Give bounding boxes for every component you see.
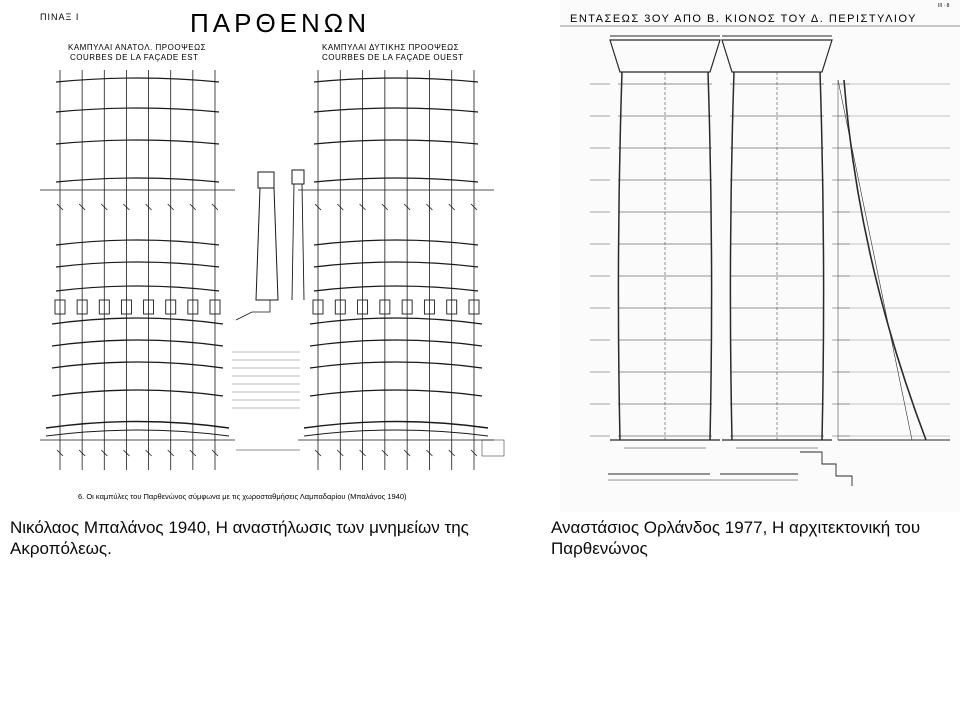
west-heading-french: COURBES DE LA FAÇADE OUEST [322, 53, 464, 62]
balanos-caption: Νικόλαος Μπαλάνος 1940, Η αναστήλωσις των μνημείων της Ακροπόλεως. [10, 518, 469, 558]
plate-label: ΠΙΝΑΞ I [40, 12, 80, 22]
column-entasis-diagram [560, 26, 960, 486]
orlandos-column-figure [560, 0, 960, 512]
balanos-drawing [0, 0, 516, 512]
drawing-title: ΠΑΡΘΕΝΩΝ [190, 8, 371, 38]
east-heading-french: COURBES DE LA FAÇADE EST [70, 53, 199, 62]
east-heading-greek: ΚΑΜΠΥΛΑΙ ΑΝΑΤΟΛ. ΠΡΟΟΨΕΩΣ [68, 43, 207, 52]
figure-caption: 6. Οι καμπύλες του Παρθενώνος σύμφωνα με τις χωροσταθμήσεις Λαμπαδαρίου (Μπαλάνος 1940) [78, 492, 407, 501]
corner-label: III · 8 [938, 3, 950, 9]
orlandos-drawing [560, 0, 960, 512]
west-heading-greek: ΚΑΜΠΥΛΑΙ ΔΥΤΙΚΗΣ ΠΡΟΟΨΕΩΣ [322, 43, 460, 52]
orlandos-caption: Αναστάσιος Ορλάνδος 1977, Η αρχιτεκτονική του Παρθενώνος [551, 518, 921, 558]
balanos-plate-figure [0, 0, 516, 512]
curvature-diagram [40, 70, 504, 470]
column-drawing-title: ΕΝΤΑΣΕΩΣ 3ΟΥ ΑΠΟ Β. ΚΙΟΝΟΣ ΤΟΥ Δ. ΠΕΡΙΣΤΥΛΙΟΥ [570, 13, 918, 25]
